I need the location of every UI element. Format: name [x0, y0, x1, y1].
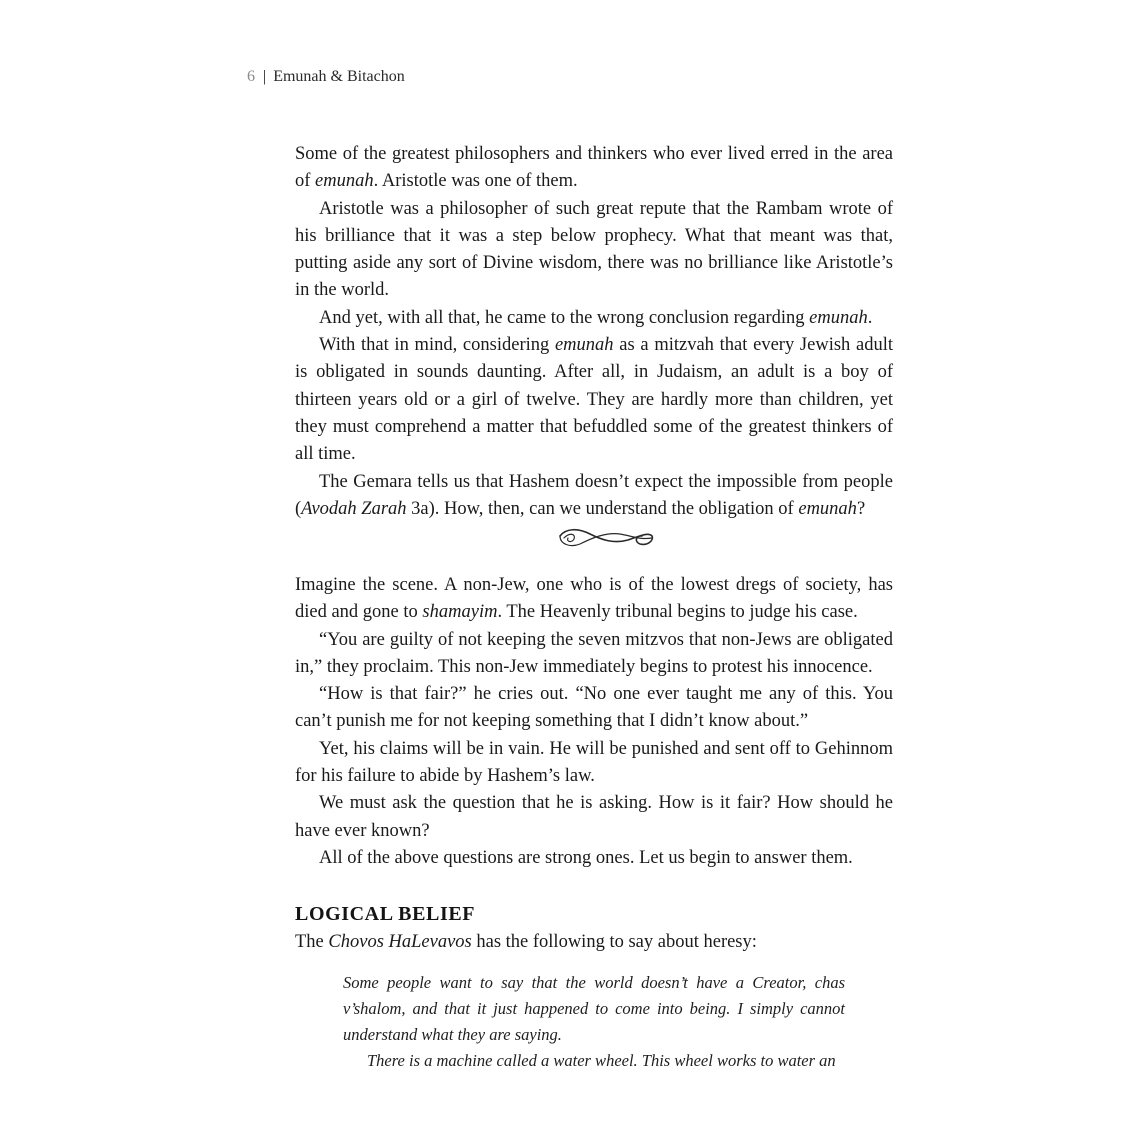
text-run: With that in mind, considering	[319, 335, 555, 356]
italic-run: Avodah Zarah	[301, 498, 407, 519]
book-title: Emunah & Bitachon	[273, 68, 405, 85]
flourish-divider-icon	[556, 520, 656, 556]
running-head	[247, 66, 405, 88]
text-run: has the following to say about heresy:	[471, 932, 757, 952]
text-run: .	[867, 307, 873, 328]
text-run: as a mitzvah that every Jewish adult is obligated in sounds daunting. After all, in Judaism, an adult is a boy of thirteen years old or a girl of twelve. They are hardly more than children, yet they must comprehend a matter that befuddled some of the greatest thinkers of all time.	[295, 335, 893, 465]
running-head-separator: |	[263, 68, 267, 85]
text-run: And yet, with all that, he came to the wrong conclusion regarding	[319, 307, 810, 328]
italic-run: Chovos HaLevavos	[328, 932, 472, 952]
body-paragraph	[295, 332, 893, 468]
section-scene-text	[295, 572, 893, 872]
text-run: All of the above questions are strong ones. Let us begin to answer them.	[319, 847, 853, 868]
italic-run: emunah	[798, 498, 857, 519]
body-paragraph	[295, 681, 893, 736]
italic-run: emunah	[315, 171, 374, 192]
text-run: . Aristotle was one of them.	[373, 171, 578, 192]
text-run: 3a). How, then, can we understand the obligation of	[406, 498, 799, 519]
text-run: Some people want to say that the world doesn’t have a Creator, chas v’shalom, and that it just happened to come into being. I simply cannot understand what they are saying.	[343, 973, 845, 1044]
quote-paragraph	[343, 970, 845, 1048]
heading-intro-paragraph	[295, 929, 893, 956]
text-run: . The Heavenly tribunal begins to judge his case.	[497, 602, 858, 623]
body-paragraph	[295, 845, 893, 872]
body-paragraph	[295, 736, 893, 791]
section-intro-text	[295, 141, 893, 523]
text-run: Yet, his claims will be in vain. He will be punished and sent off to Gehinnom for his failure to abide by Hashem’s law.	[295, 738, 893, 787]
text-run: Imagine the scene. A non-Jew, one who is of the lowest dregs of society, has died and gone to	[295, 575, 893, 623]
body-paragraph	[295, 305, 893, 332]
text-run: “You are guilty of not keeping the seven mitzvos that non-Jews are obligated in,” they proclaim. This non-Jew immediately begins to protest his innocence.	[295, 629, 893, 677]
text-run: The	[295, 932, 329, 952]
block-quote	[343, 970, 845, 1074]
page-number: 6	[247, 68, 255, 85]
italic-run: emunah	[554, 335, 614, 356]
body-paragraph	[295, 469, 893, 524]
text-run: We must ask the question that he is asking. How is it fair? How should he have ever known?	[295, 793, 893, 841]
text-run: Some of the greatest philosophers and thinkers who ever lived erred in the area of	[295, 144, 893, 192]
body-paragraph	[295, 790, 893, 845]
body-paragraph	[295, 627, 893, 682]
body-paragraph	[295, 141, 893, 196]
italic-run: shamayim	[422, 602, 498, 623]
section-heading: LOGICAL BELIEF	[295, 903, 476, 925]
quote-paragraph	[343, 1048, 845, 1074]
body-paragraph	[295, 196, 893, 305]
italic-run: emunah	[809, 307, 868, 328]
body-paragraph	[295, 572, 893, 627]
text-run: There is a machine called a water wheel. This wheel works to water an	[367, 1051, 836, 1070]
text-run: “How is that fair?” he cries out. “No one ever taught me any of this. You can’t punish me for not keeping something that I didn’t know about.”	[295, 684, 893, 732]
text-run: ?	[856, 498, 866, 519]
text-run: Aristotle was a philosopher of such great repute that the Rambam wrote of his brilliance that it was a step below prophecy. What that meant was that, putting aside any sort of Divine wisdom, there was no brilliance like Aristotle’s in the world.	[295, 198, 893, 301]
text-run: The Gemara tells us that Hashem doesn’t expect the impossible from people (	[295, 471, 893, 519]
